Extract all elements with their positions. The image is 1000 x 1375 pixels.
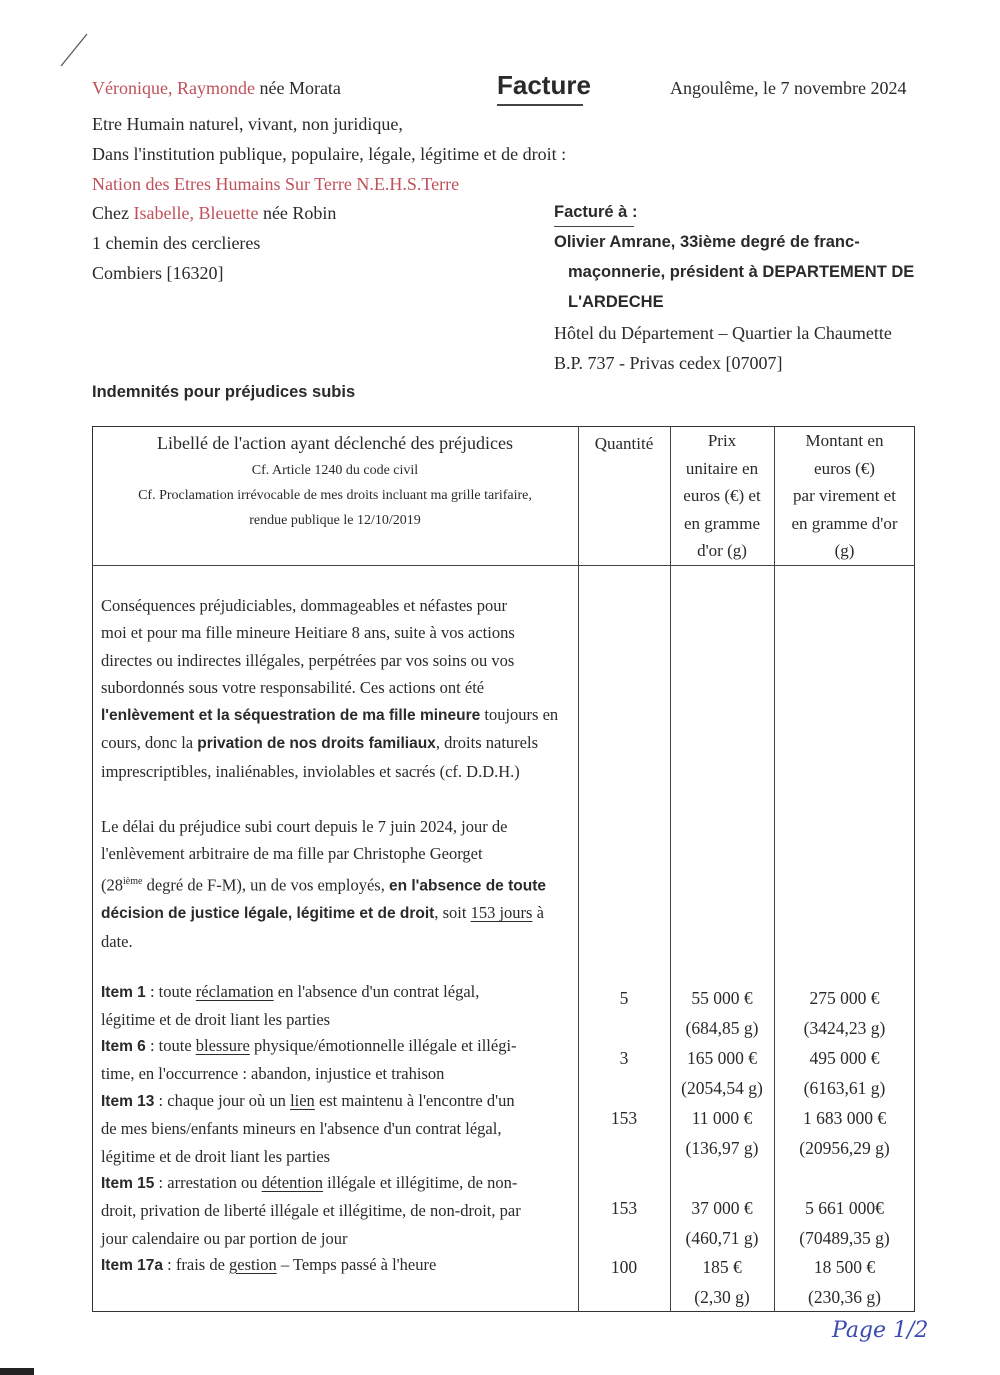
col3-header	[670, 427, 774, 565]
description-paragraph-1	[101, 592, 573, 785]
item-keyword: détention	[261, 1173, 324, 1192]
title-underline	[497, 104, 583, 106]
col1-header	[92, 430, 578, 533]
item-continuation: droit, privation de liberté illégale et illégitime, de non-droit, par	[101, 1201, 521, 1221]
item-unit-price-gold: (2,30 g)	[694, 1287, 750, 1307]
item-total-eur: 18 500 €	[813, 1257, 876, 1277]
item-total-eur: 1 683 000 €	[802, 1108, 887, 1128]
para2-line4	[101, 899, 573, 927]
item-first-line	[101, 1251, 573, 1279]
para1-line4: subordonnés sous votre responsabilité. Ces actions ont été	[101, 677, 485, 697]
para1-line5-rest: toujours en	[480, 705, 559, 725]
col1-sub3: rendue publique le 12/10/2019	[249, 512, 421, 528]
chez-line	[92, 203, 336, 224]
item-total-gold: (70489,35 g)	[799, 1228, 890, 1248]
item-label: Item 17a	[101, 1257, 164, 1274]
para2-l4-c: à	[532, 903, 544, 923]
item-continuation: légitime et de droit liant les parties	[101, 1010, 331, 1030]
item-quantity: 5	[619, 988, 629, 1008]
recipient-line3: L'ARDECHE	[568, 293, 664, 311]
item-unit-price-gold: (460,71 g)	[685, 1228, 759, 1248]
chez-name: Isabelle, Bleuette	[133, 203, 259, 223]
para2-line5: date.	[101, 931, 133, 951]
item-continuation: time, en l'occurrence : abandon, injustice et trahison	[101, 1064, 445, 1084]
para2-days: 153 jours	[470, 903, 533, 923]
item-total-gold: (6163,61 g)	[803, 1078, 886, 1098]
subject-line: Indemnités pour préjudices subis	[92, 383, 356, 401]
item-continuation: de mes biens/enfants mineurs en l'absence d'un contrat légal,	[101, 1119, 502, 1139]
item-label: Item 15	[101, 1175, 155, 1192]
item-total-gold: (3424,23 g)	[803, 1018, 886, 1038]
item-quantity: 3	[619, 1048, 629, 1068]
item-total-eur: 275 000 €	[809, 988, 880, 1008]
item-unit-price-eur: 11 000 €	[691, 1108, 753, 1128]
sender-name: Véronique, Raymonde	[92, 78, 255, 98]
para1-line6-a: cours, donc la	[101, 733, 198, 753]
col1-sub2: Cf. Proclamation irrévocable de mes droits incluant ma grille tarifaire,	[138, 487, 532, 503]
invoice-title: Facture	[497, 70, 591, 100]
col3-header-line-1: Prix	[707, 431, 737, 450]
para2-line2: l'enlèvement arbitraire de ma fille par Christophe Georget	[101, 844, 483, 864]
col3-header-line-3: euros (€) et	[683, 486, 761, 505]
col4-header-line-4: en gramme d'or	[791, 513, 898, 533]
item-post: illégale et illégitime, de non-	[323, 1173, 518, 1192]
recipient-line2-text: maçonnerie, président à	[568, 263, 763, 281]
billed-to-label: Facturé à :	[554, 203, 638, 221]
item-unit-price-gold: (2054,54 g)	[681, 1078, 763, 1098]
col4-header-line-5: (g)	[834, 541, 855, 560]
para2-line1: Le délai du préjudice subi court depuis le 7 juin 2024, jour de	[101, 817, 508, 836]
item-description	[101, 1032, 573, 1088]
para2-l4-bold: décision de justice légale, légitime et de droit	[101, 905, 435, 923]
para2-l4-b: , soit	[434, 903, 471, 923]
col4-header-line-2: euros (€)	[814, 458, 875, 478]
para1-line1: Conséquences préjudiciables, dommageables et néfastes pour	[101, 596, 507, 615]
chez-prefix: Chez	[92, 203, 134, 223]
item-description	[101, 1251, 573, 1279]
item-post: est maintenu à l'encontre d'un	[314, 1091, 515, 1110]
pen-stroke	[55, 30, 95, 70]
item-label: Item 1	[101, 984, 146, 1001]
item-pre: : toute	[145, 982, 196, 1001]
col-divider-1	[578, 426, 579, 1312]
item-unit-price-eur: 185 €	[702, 1257, 742, 1277]
para1-bold-rights: privation de nos droits familiaux	[197, 735, 436, 753]
item-unit-price-eur: 55 000 €	[691, 988, 753, 1008]
item-quantity: 153	[610, 1108, 638, 1128]
recipient-line4: Hôtel du Département – Quartier la Chaumette	[554, 323, 892, 343]
item-total-eur: 495 000 €	[809, 1048, 880, 1068]
col4-header-line-1: Montant en	[805, 431, 884, 450]
item-total-gold: (20956,29 g)	[799, 1138, 890, 1158]
item-unit-price-gold: (136,97 g)	[685, 1138, 759, 1158]
scan-edge-mark	[0, 1368, 34, 1375]
col1-sub1: Cf. Article 1240 du code civil	[251, 462, 419, 478]
para2-l3-sup: ième	[123, 875, 143, 887]
recipient-line1: Olivier Amrane, 33ième degré de franc-	[554, 233, 860, 251]
item-unit-price-eur: 165 000 €	[687, 1048, 757, 1068]
para1-line3: directes ou indirectes illégales, perpétrées par vos soins ou vos	[101, 650, 515, 670]
item-continuation: légitime et de droit liant les parties	[101, 1146, 331, 1166]
item-description	[101, 1169, 573, 1252]
col3-header-line-4: en gramme	[684, 513, 760, 533]
col2-header: Quantité	[594, 434, 654, 453]
item-post: – Temps passé à l'heure	[276, 1255, 437, 1274]
recipient-dept: DEPARTEMENT DE	[762, 263, 915, 281]
sender-line3: Dans l'institution publique, populaire, légale, légitime et de droit :	[92, 144, 567, 164]
item-label: Item 6	[101, 1038, 146, 1055]
col4-header-line-3: par virement et	[793, 486, 896, 505]
item-pre: : toute	[145, 1036, 196, 1055]
sender-name-line	[92, 78, 341, 99]
para1-line2: moi et pour ma fille mineure Heitiare 8 ans, suite à vos actions	[101, 623, 515, 643]
item-pre: : frais de	[163, 1255, 230, 1274]
item-total-eur: 5 661 000€	[805, 1198, 884, 1218]
item-first-line	[101, 978, 573, 1006]
item-keyword: réclamation	[195, 982, 274, 1001]
item-post: physique/émotionnelle illégale et illégi-	[249, 1036, 517, 1055]
page-number-handwritten: Page 1/2	[832, 1318, 929, 1343]
item-unit-price-gold: (684,85 g)	[685, 1018, 759, 1038]
para1-line5	[101, 701, 573, 729]
item-quantity: 100	[610, 1257, 638, 1277]
item-pre: : chaque jour où un	[154, 1091, 291, 1110]
address-line2: Combiers [16320]	[92, 263, 224, 283]
para2-l3-a: (28	[101, 875, 123, 895]
item-total-gold: (230,36 g)	[808, 1287, 881, 1307]
item-first-line	[101, 1169, 573, 1197]
item-first-line	[101, 1032, 573, 1060]
col4-header	[774, 427, 915, 565]
sender-nee: née Morata	[254, 78, 341, 98]
para1-line6-rest: , droits naturels	[435, 733, 539, 753]
place-date: Angoulême, le 7 novembre 2024	[670, 78, 907, 98]
col1-title: Libellé de l'action ayant déclenché des préjudices	[156, 433, 514, 453]
nation-line: Nation des Etres Humains Sur Terre N.E.H.S.Terre	[92, 174, 460, 194]
description-paragraph-2	[101, 813, 573, 955]
col3-header-line-5: d'or (g)	[697, 541, 747, 560]
col3-header-line-2: unitaire en	[685, 458, 759, 478]
item-description	[101, 978, 573, 1034]
item-unit-price-eur: 37 000 €	[691, 1198, 753, 1218]
recipient-line5: B.P. 737 - Privas cedex [07007]	[554, 353, 783, 373]
item-first-line	[101, 1087, 573, 1115]
para2-line3	[101, 868, 573, 900]
para1-line7: imprescriptibles, inaliénables, inviolables et sacrés (cf. D.D.H.)	[101, 761, 520, 781]
item-post: en l'absence d'un contrat légal,	[273, 982, 480, 1001]
item-description	[101, 1087, 573, 1170]
sender-line2: Etre Humain naturel, vivant, non juridique,	[92, 114, 403, 134]
item-quantity: 153	[610, 1198, 638, 1218]
item-pre: : arrestation ou	[154, 1173, 262, 1192]
item-continuation: jour calendaire ou par portion de jour	[101, 1228, 348, 1248]
chez-nee: née Robin	[258, 203, 337, 223]
item-label: Item 13	[101, 1093, 155, 1110]
para1-line6	[101, 729, 573, 757]
table-header-divider	[92, 565, 915, 566]
recipient-line2	[568, 263, 914, 282]
para2-l3-bold: en l'absence de toute	[388, 877, 546, 895]
item-keyword: blessure	[195, 1036, 250, 1055]
address-line1: 1 chemin des cerclieres	[92, 233, 261, 253]
billed-to-underline	[554, 226, 634, 227]
para2-l3-b: degré de F-M), un de vos employés,	[142, 875, 389, 895]
item-keyword: lien	[290, 1091, 315, 1110]
item-keyword: gestion	[229, 1255, 277, 1274]
para1-bold-kidnap: l'enlèvement et la séquestration de ma fille mineure	[101, 707, 481, 725]
